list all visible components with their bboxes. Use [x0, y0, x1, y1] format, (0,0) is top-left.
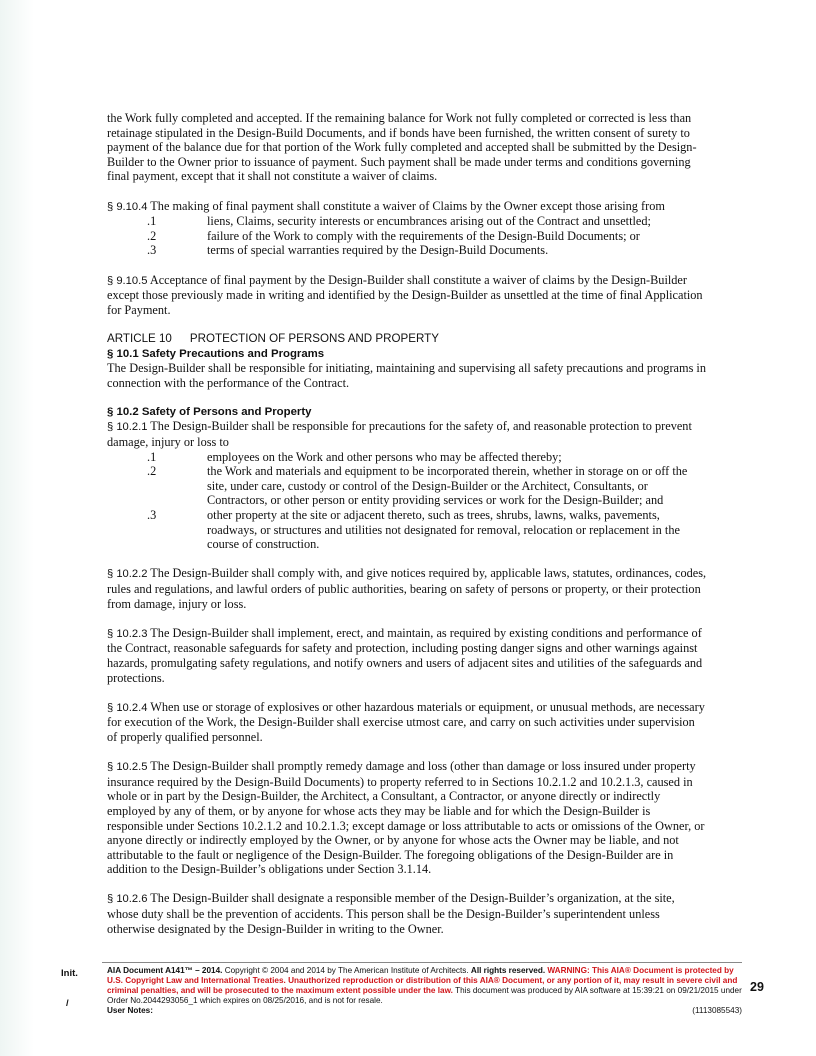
- section-10-2-heading: § 10.2 Safety of Persons and Property: [107, 405, 312, 418]
- section-text: Acceptance of final payment by the Design-Builder shall constitute a waiver of claims by the Design-Builder except those previously made in writing and identified by the Design-Builder as unsettled at the time of final Application for Payment.: [107, 272, 703, 317]
- document-body: [107, 111, 707, 951]
- section-10-2-6: [107, 891, 707, 936]
- footer-divider: [102, 962, 742, 963]
- section-10-1-heading: § 10.1 Safety Precautions and Programs: [107, 347, 325, 360]
- page-footer: [0, 962, 816, 1022]
- copyright-notice: [107, 966, 742, 1016]
- section-10-2-2: [107, 566, 707, 611]
- rights-text: All rights reserved.: [470, 966, 546, 975]
- section-text: The Design-Builder shall be responsible for precautions for the safety of, and reasonable protection to prevent damage, injury or loss to: [107, 419, 692, 450]
- section-text: The making of final payment shall constitute a waiver of Claims by the Owner except those arising from: [150, 198, 665, 213]
- item-number: .1: [147, 449, 157, 464]
- section-text: The Design-Builder shall promptly remedy damage and loss (other than damage or loss insured under property insurance required by the Design-Build Documents) to property referred to in Sections 10.2.1.2 and 10.2.1.3, caused in whole or in part by the Design-Builder, the Architect, a Consultant, a Contractor, or anyone directly or indirectly employed by any of them, or by anyone for whose acts they may be liable and for which the Design-Builder is responsible under Sections 10.2.1.2 and 10.2.1.3; except damage or loss attributable to acts or omissions of the Owner, or anyone directly or indirectly employed by the Owner, or by anyone for whose acts the Owner may be liable, and not attributable to the fault or negligence of the Design-Builder. The foregoing obligations of the Design-Builder are in addition to the Design-Builder’s obligations under Section 3.1.14.: [107, 759, 705, 877]
- list-item: [107, 464, 707, 508]
- list-item: [107, 508, 707, 552]
- initials-slash: /: [66, 998, 69, 1009]
- article-10-title: [107, 332, 707, 347]
- copyright-text: Copyright © 2004 and 2014 by The American Institute of Architects.: [224, 966, 469, 975]
- item-number: .3: [147, 508, 157, 523]
- clause-list: [107, 214, 707, 258]
- item-text: employees on the Work and other persons who may be affected thereby;: [207, 449, 562, 464]
- item-text: failure of the Work to comply with the requirements of the Design-Build Documents; or: [207, 228, 640, 243]
- list-item: [107, 450, 707, 465]
- section-label: § 9.10.5: [107, 274, 148, 287]
- section-label: § 10.2.2: [107, 568, 148, 581]
- item-text: liens, Claims, security interests or encumbrances arising out of the Contract and unsettled;: [207, 214, 651, 229]
- section-label: § 10.2.4: [107, 701, 148, 714]
- item-number: .2: [147, 464, 157, 479]
- item-number: .2: [147, 228, 157, 243]
- item-number: .3: [147, 243, 157, 258]
- scan-edge-shading: [0, 0, 34, 1056]
- section-label: § 10.2.3: [107, 627, 148, 640]
- section-label: § 10.2.1: [107, 421, 148, 434]
- section-10-2-4: [107, 700, 707, 745]
- section-text: The Design-Builder shall designate a responsible member of the Design-Builder’s organization, at the site, whose duty shall be the prevention of accidents. This person shall be the Design-Builder’s superintendent unless otherwise designated by the Design-Builder in writing to the Owner.: [107, 891, 675, 936]
- item-text: other property at the site or adjacent thereto, such as trees, shrubs, lawns, walks, pavements, roadways, or structures and utilities not designated for removal, relocation or replacement in the course of construction.: [207, 508, 680, 552]
- section-10-2-5: [107, 759, 707, 877]
- section-10-2-3: [107, 626, 707, 685]
- list-item: [107, 229, 707, 244]
- produced-text: This document was produced by AIA software at 15:39:21 on 09/21/2015 under Order No.2044293056_1 which expires on 08/25/2016, and is not for resale.: [107, 986, 742, 1005]
- item-number: .1: [147, 214, 157, 229]
- item-text: terms of special warranties required by the Design-Build Documents.: [207, 243, 549, 258]
- section-text: The Design-Builder shall comply with, and give notices required by, applicable laws, statutes, ordinances, codes, rules and regulations, and lawful orders of public authorities, bearing on safety of persons or property, or their protection from damage, injury or loss.: [107, 566, 707, 611]
- section-text: When use or storage of explosives or other hazardous materials or equipment, or unusual methods, are necessary for execution of the Work, the Design-Builder shall exercise utmost care, and carry on such activities under supervision of properly qualified personnel.: [107, 699, 705, 744]
- article-name: PROTECTION OF PERSONS AND PROPERTY: [189, 331, 439, 345]
- section-label: § 10.2.5: [107, 761, 148, 774]
- page-number: 29: [750, 980, 764, 994]
- section-10-2-1: [107, 419, 707, 551]
- section-9-10-4: [107, 199, 707, 258]
- section-label: § 10.2.6: [107, 893, 148, 906]
- section-text: The Design-Builder shall implement, erect, and maintain, as required by existing conditions and performance of the Contract, reasonable safeguards for safety and protection, including posting danger signs and other warnings against hazards, promulgating safety regulations, and notify owners and users of adjacent sites and utilities of the safeguards and protections.: [107, 625, 703, 685]
- warning-text: WARNING: This AIA® Document is protected by U.S. Copyright Law and International Treaties. Unauthorized reproduction or distribution of this AIA® Document, or any portion of it, may result in severe civil and criminal penalties, and will be prosecuted to the maximum extent possible under the law.: [107, 966, 738, 995]
- section-10-1-text: The Design-Builder shall be responsible for initiating, maintaining and supervising all safety precautions and programs in connection with the performance of the Contract.: [107, 361, 706, 390]
- user-notes-label: User Notes:: [107, 1006, 153, 1015]
- list-item: [107, 214, 707, 229]
- item-text: the Work and materials and equipment to be incorporated therein, whether in storage on or off the site, under care, custody or control of the Design-Builder or the Architect, Consultants, or Contractors, or other person or entity providing services or work for the Design-Builder; and: [207, 464, 688, 508]
- initials-label: Init.: [61, 968, 78, 979]
- section-9-10-5: [107, 273, 707, 318]
- clause-list: [107, 450, 707, 552]
- list-item: [107, 243, 707, 258]
- user-notes-row: [107, 1006, 742, 1016]
- article-number: ARTICLE 10: [107, 331, 172, 345]
- intro-paragraph: the Work fully completed and accepted. If the remaining balance for Work not fully completed or corrected is less than retainage stipulated in the Design-Build Documents, and if bonds have been furnished, the written consent of surety to payment of the balance due for that portion of the Work fully completed and accepted shall be submitted by the Design-Builder to the Owner prior to issuance of payment. Such payment shall be made under terms and conditions governing final payment, except that it shall not constitute a waiver of claims.: [107, 111, 697, 184]
- document-id: AIA Document A141™ – 2014.: [107, 966, 223, 975]
- document-code: (1113085543): [692, 1006, 742, 1015]
- section-label: § 9.10.4: [107, 200, 148, 213]
